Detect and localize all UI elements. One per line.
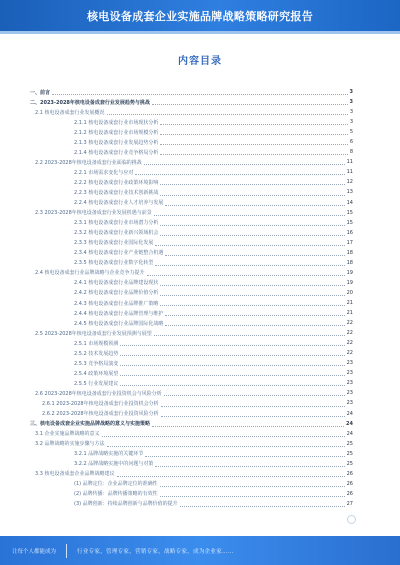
toc-entry[interactable]: (2) 品牌传播：品牌传播策略的有效性 26 [74,490,353,498]
toc-heading: 内容目录 [178,56,222,67]
toc-entry[interactable]: 2.3.4 核电设备成套行业产业链整合机遇 18 [74,249,353,257]
toc-entry[interactable]: 2.4.2 核电设备成套行业品牌价值分析 20 [74,289,353,297]
toc-entry[interactable]: 2.6.1 2023-2028年核电设备成套行业投资机会分析 23 [42,400,353,407]
toc-entry[interactable]: 3.2.2 品牌战略实施中的问题与对策 25 [74,460,353,468]
toc-entry[interactable]: (1) 品牌定位：企业品牌定位的准确性 26 [74,480,353,488]
toc-entry[interactable]: 2.5.3 竞争格局演变 23 [74,360,353,367]
toc-entry[interactable]: 2.2.2 核电设备成套行业政策环境影响 12 [74,179,353,186]
header-bar [0,0,400,31]
toc-entry[interactable]: 2.2.1 市场需求变化与应对 11 [74,169,353,176]
toc-entry[interactable]: 2.6.2 2023-2028年核电设备成套行业投资风险分析 24 [42,410,353,418]
toc-entry[interactable]: 3.3 核电设备成套企业品牌战略建议 26 [35,470,353,478]
toc-entry[interactable]: 2.1 核电设备成套行业发展概况 3 [35,109,353,116]
report-title: 核电设备成套企业实施品牌战略策略研究报告 [87,9,313,23]
toc-entry[interactable]: 3.1 企业实施品牌战略的意义 24 [35,430,353,438]
footer-slogan: 让每个人都能成为 [12,548,57,555]
toc-entry[interactable]: 2.2 2023-2028年核电设备成套行业面临的挑战 11 [35,159,353,166]
toc-entry[interactable]: 2.6 2023-2028年核电设备成套行业投资机会与风险分析 23 [35,390,353,397]
footer-bar [0,536,400,565]
toc-entry[interactable]: 2.2.3 核电设备成套行业技术创新挑战 13 [74,189,353,196]
toc-entry[interactable]: 2.5.1 市场规模预测 22 [74,340,353,347]
toc-entry[interactable]: 2.3.5 核电设备成套行业数字化转型 18 [74,259,353,267]
toc-entry[interactable]: 2.1.2 核电设备成套行业市场规模分析 5 [74,129,353,136]
toc-entry[interactable]: (3) 品牌创新：持续品牌创新与品牌价值的提升 27 [74,500,353,508]
footer-divider [66,544,67,558]
toc-entry[interactable]: 2.4.1 核电设备成套行业品牌建设现状 19 [74,279,353,287]
toc-entry[interactable]: 2.4.5 核电设备成套行业品牌国际化战略 22 [74,320,353,327]
toc-entry[interactable]: 2.3.3 核电设备成套行业国际化发展 17 [74,239,353,247]
table-of-contents [30,87,353,509]
toc-entry[interactable]: 3.2.1 品牌战略实施的关键环节 25 [74,450,353,458]
toc-entry[interactable]: 2.5.5 行业发展建议 23 [74,380,353,387]
toc-entry[interactable]: 3.2 品牌战略的实施步骤与方法 25 [35,440,353,448]
toc-entry[interactable]: 2.2.4 核电设备成套行业人才培养与发展 14 [74,199,353,207]
toc-entry[interactable]: 2.5 2023-2028年核电设备成套行业发展预测与展望 22 [35,330,353,337]
toc-entry[interactable]: 2.1.3 核电设备成套行业发展趋势分析 6 [74,139,353,146]
toc-entry[interactable]: 2.3 2023-2028年核电设备成套行业发展机遇与前景 15 [35,209,353,217]
toc-entry[interactable]: 2.5.4 政策环境展望 23 [74,370,353,377]
page-mark-icon [347,515,356,524]
toc-entry[interactable]: 三、核电设备成套企业实施品牌战略的意义与实施策略 24 [30,420,353,428]
toc-entry[interactable]: 2.4 核电设备成套行业品牌战略与企业竞争力提升 19 [35,269,353,277]
toc-entry[interactable]: 一、前言 3 [30,89,353,96]
header-divider [0,31,400,34]
toc-entry[interactable]: 2.4.4 核电设备成套行业品牌管理与维护 21 [74,310,353,317]
toc-entry[interactable]: 2.5.2 技术发展趋势 22 [74,350,353,357]
toc-entry[interactable]: 二、2023-2028年核电设备成套行业发展趋势与挑战 3 [30,99,353,106]
toc-entry[interactable]: 2.1.1 核电设备成套行业市场现状分析 3 [74,119,353,126]
toc-entry[interactable]: 2.3.2 核电设备成套行业新兴领域机会 16 [74,229,353,237]
toc-entry[interactable]: 2.4.3 核电设备成套行业品牌推广策略 21 [74,300,353,307]
toc-entry[interactable]: 2.3.1 核电设备成套行业市场潜力分析 15 [74,219,353,227]
toc-entry[interactable]: 2.1.4 核电设备成套行业竞争格局分析 8 [74,149,353,156]
footer-roles: 行业专家，管理专家，营销专家，战略专家，成为企业家…… [77,548,234,555]
